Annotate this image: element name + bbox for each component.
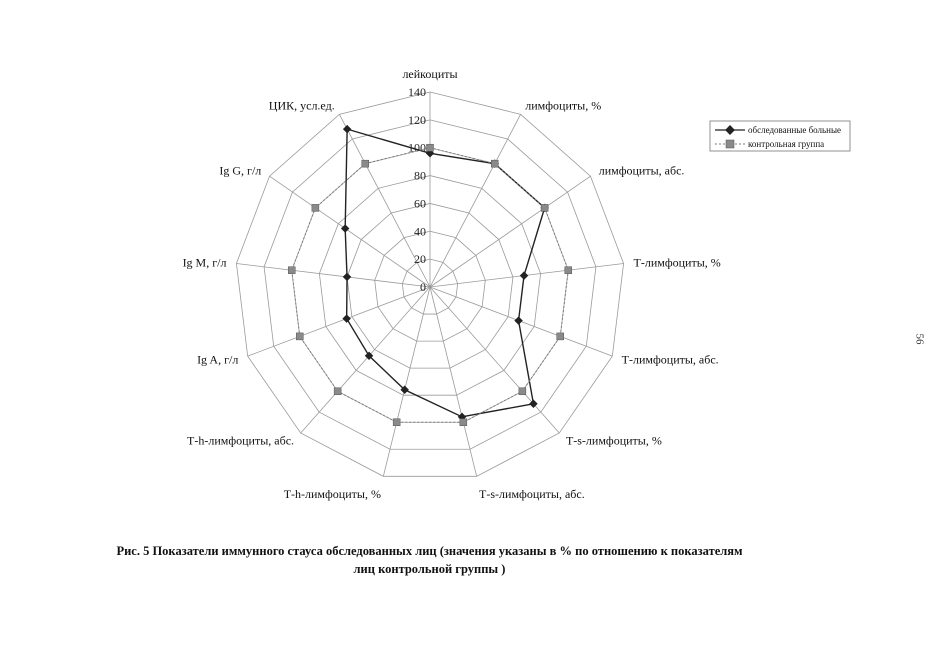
series-1-point-5 xyxy=(519,388,526,395)
tick-label-100: 100 xyxy=(408,140,426,155)
series-1-point-4 xyxy=(557,333,564,340)
axis-label-8: Т-h-лимфоциты, абс. xyxy=(187,433,295,448)
tick-label-140: 140 xyxy=(408,85,426,99)
spoke-7 xyxy=(383,287,430,476)
series-1-point-2 xyxy=(541,204,548,211)
axis-label-3: Т-лимфоциты, % xyxy=(633,255,721,270)
tick-label-40: 40 xyxy=(414,224,426,239)
series-0-point-10 xyxy=(343,273,351,281)
figure-caption-line-2: лиц контрольной группы ) xyxy=(353,562,506,576)
page-number: 56 xyxy=(913,333,926,345)
legend-label-control: контрольная группа xyxy=(748,139,825,149)
tick-label-60: 60 xyxy=(414,196,426,211)
radial-tick-labels xyxy=(408,85,426,294)
series-line-0 xyxy=(345,129,544,417)
legend-marker-control xyxy=(726,140,734,148)
series-1-point-7 xyxy=(393,419,400,426)
series-1-point-1 xyxy=(491,160,498,167)
axis-label-7: Т-h-лимфоциты, % xyxy=(283,487,381,502)
axis-label-12: ЦИК, усл.ед. xyxy=(268,98,335,113)
series-0-point-9 xyxy=(342,314,350,322)
axis-label-1: лимфоциты, % xyxy=(525,98,602,113)
series-0-point-3 xyxy=(520,271,528,279)
series-1-point-0 xyxy=(427,144,434,151)
series-1-point-9 xyxy=(296,333,303,340)
axis-label-6: Т-s-лимфоциты, абс. xyxy=(479,487,585,502)
tick-label-120: 120 xyxy=(408,112,426,127)
axis-label-9: Ig A, г/л xyxy=(197,352,239,367)
axis-label-0: лейкоциты xyxy=(402,67,458,81)
series-1-point-11 xyxy=(312,204,319,211)
series-0-point-12 xyxy=(343,125,351,133)
series-1-point-10 xyxy=(288,267,295,274)
tick-label-20: 20 xyxy=(414,252,426,267)
figure-caption-line-1: Рис. 5 Показатели иммунного стауса обследованных лиц (значения указаны в % по отношению к показателям xyxy=(116,544,743,558)
tick-label-80: 80 xyxy=(414,168,426,183)
legend xyxy=(710,121,850,151)
series-1-point-3 xyxy=(565,267,572,274)
series-0-point-4 xyxy=(514,316,522,324)
spoke-8 xyxy=(301,287,430,433)
spoke-6 xyxy=(430,287,477,476)
series-1-point-8 xyxy=(334,388,341,395)
axis-label-5: Т-s-лимфоциты, % xyxy=(565,433,662,448)
axis-label-10: Ig M, г/л xyxy=(182,255,227,270)
series-1-point-6 xyxy=(460,419,467,426)
legend-label-patients: обследованные больные xyxy=(748,125,841,135)
tick-label-0: 0 xyxy=(420,280,426,294)
axis-label-11: Ig G, г/л xyxy=(219,163,262,178)
series-1-point-12 xyxy=(362,160,369,167)
series-0-point-11 xyxy=(341,224,349,232)
axis-label-2: лимфоциты, абс. xyxy=(598,163,685,178)
axis-label-4: Т-лимфоциты, абс. xyxy=(621,352,719,367)
